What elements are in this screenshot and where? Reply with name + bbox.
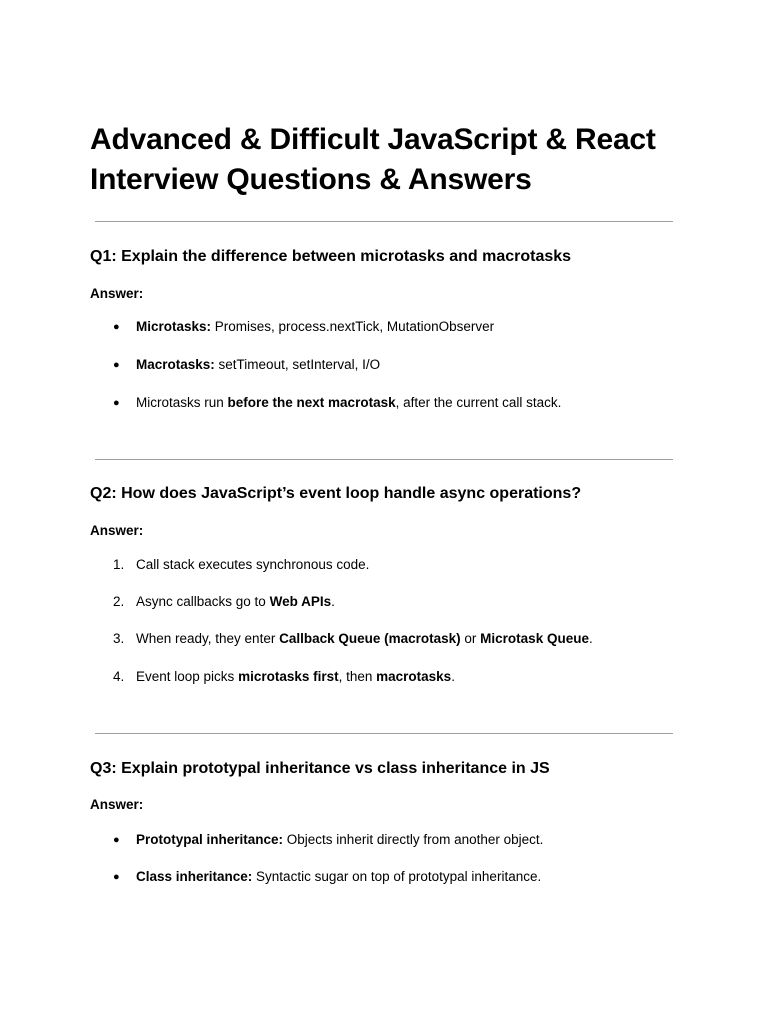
emphasis: Microtask Queue bbox=[480, 631, 589, 646]
text: When ready, they enter bbox=[136, 631, 280, 646]
emphasis: before the next macrotask bbox=[227, 395, 396, 410]
definition: Syntactic sugar on top of prototypal inheritance. bbox=[252, 869, 542, 884]
page-title bbox=[90, 120, 690, 200]
question-1-heading: Q1: Explain the difference between microtasks and macrotasks bbox=[90, 248, 572, 265]
section-divider bbox=[95, 733, 673, 734]
text: Microtasks run bbox=[136, 395, 228, 410]
text: , after the current call stack. bbox=[395, 395, 562, 410]
text: . bbox=[451, 669, 455, 684]
section-divider bbox=[95, 459, 673, 460]
section-divider bbox=[95, 221, 673, 222]
bullet-marker: ● bbox=[113, 871, 120, 883]
bullet-marker: ● bbox=[113, 834, 120, 846]
text: . bbox=[331, 594, 335, 609]
question-2-answer-label: Answer: bbox=[90, 523, 144, 538]
term: Microtasks: bbox=[136, 319, 212, 334]
question-3-answer-label: Answer: bbox=[90, 797, 144, 812]
bullet-marker: ● bbox=[113, 397, 120, 409]
text: Call stack executes synchronous code. bbox=[136, 557, 370, 572]
emphasis: macrotasks bbox=[376, 669, 452, 684]
term: Prototypal inheritance: bbox=[136, 832, 284, 847]
bullet-marker: ● bbox=[113, 359, 120, 371]
emphasis: Callback Queue (macrotask) bbox=[279, 631, 461, 646]
number-marker: 2. bbox=[113, 594, 125, 609]
term: Macrotasks: bbox=[136, 357, 215, 372]
number-marker: 4. bbox=[113, 669, 125, 684]
definition: Objects inherit directly from another object. bbox=[283, 832, 544, 847]
text: Event loop picks bbox=[136, 669, 239, 684]
definition: setTimeout, setInterval, I/O bbox=[214, 357, 381, 372]
definition: Promises, process.nextTick, MutationObserver bbox=[211, 319, 495, 334]
question-2-heading: Q2: How does JavaScript’s event loop handle async operations? bbox=[90, 485, 582, 502]
text: . bbox=[588, 631, 593, 646]
question-3-heading: Q3: Explain prototypal inheritance vs class inheritance in JS bbox=[90, 760, 550, 777]
term: Class inheritance: bbox=[136, 869, 253, 884]
number-marker: 1. bbox=[113, 557, 125, 572]
emphasis: microtasks first bbox=[238, 669, 339, 684]
emphasis: Web APIs bbox=[269, 594, 332, 609]
text: Async callbacks go to bbox=[136, 594, 270, 609]
number-marker: 3. bbox=[113, 631, 125, 646]
text: or bbox=[460, 631, 481, 646]
page-title-line-2: Interview Questions & Answers bbox=[90, 163, 532, 196]
question-1-answer-label: Answer: bbox=[90, 286, 144, 301]
bullet-marker: ● bbox=[113, 321, 120, 333]
text: , then bbox=[338, 669, 377, 684]
page-title-line-1: Advanced & Difficult JavaScript & React bbox=[90, 123, 656, 156]
